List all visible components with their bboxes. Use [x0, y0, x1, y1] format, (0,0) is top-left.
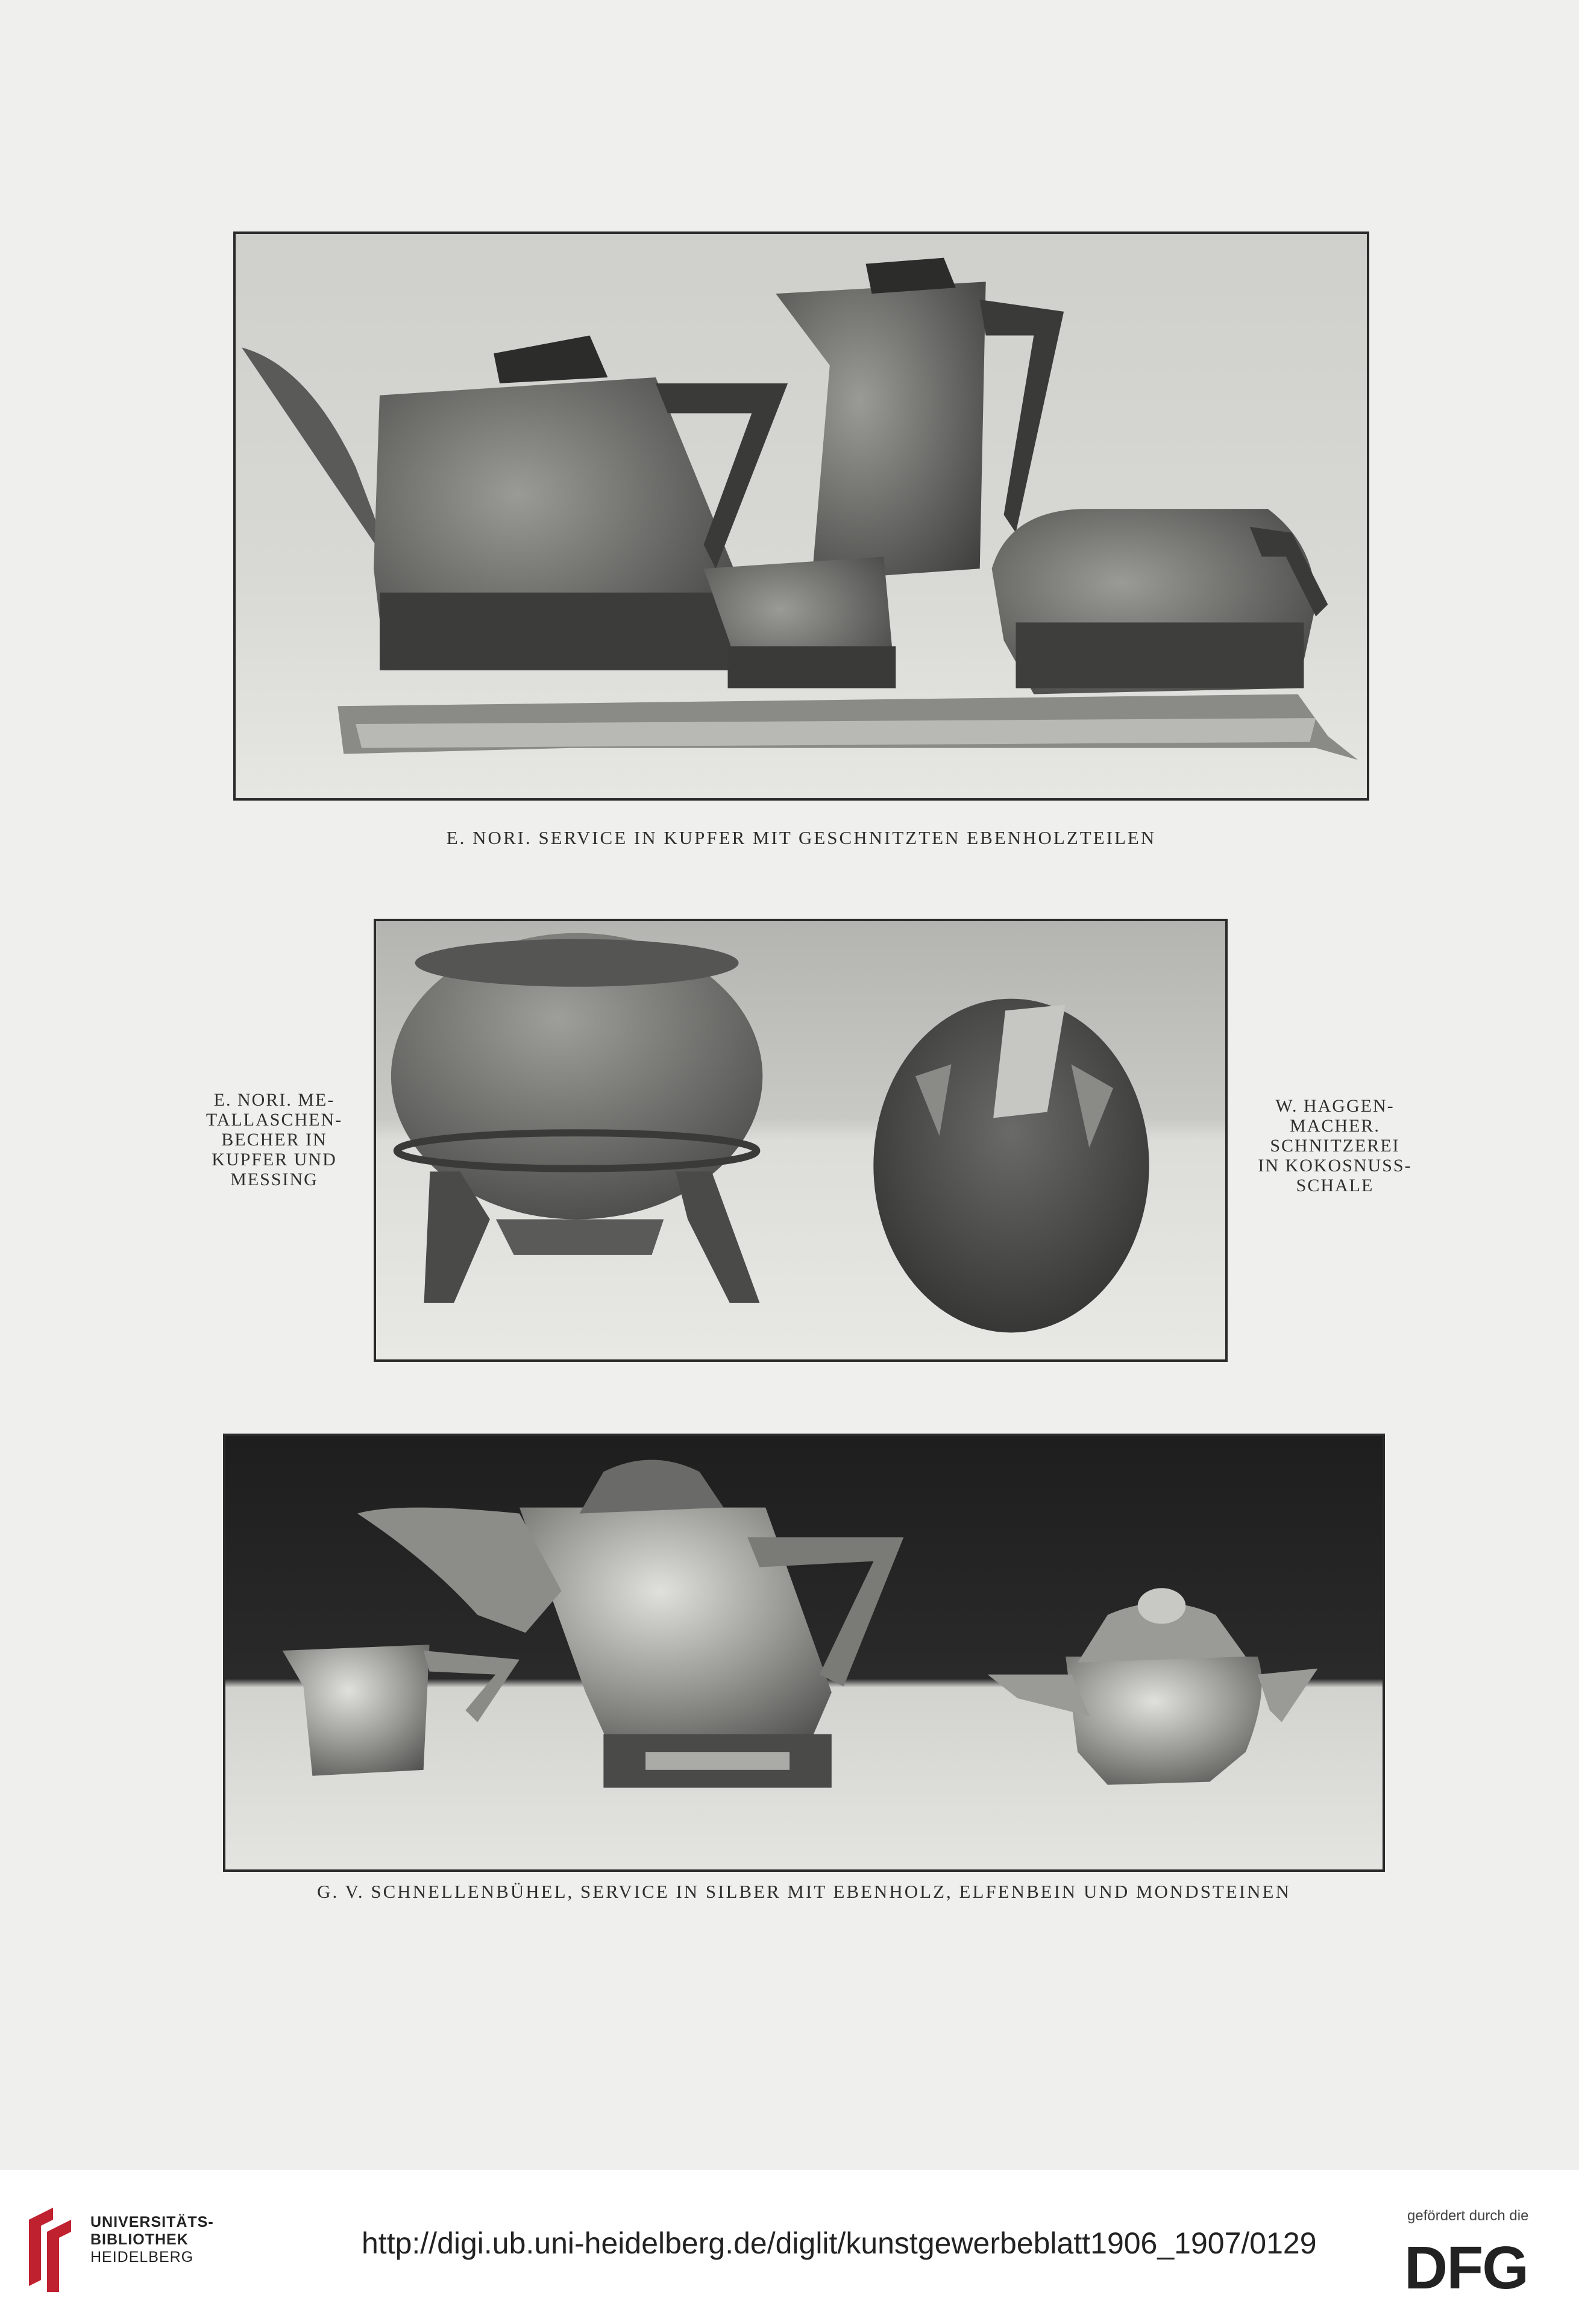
caption-bottom: G. V. SCHNELLENBÜHEL, SERVICE IN SILBER MIT EBENHOLZ, ELFENBEIN UND MONDSTEINEN — [317, 1881, 1291, 1902]
caption-middle-left-line-5: MESSING — [230, 1170, 318, 1189]
caption-middle-right-line-1: W. HAGGEN- — [1275, 1096, 1395, 1116]
library-name-line-3: HEIDELBERG — [90, 2249, 194, 2266]
library-logo-icon — [17, 2208, 80, 2292]
library-name-line-1: UNIVERSITÄTS- — [90, 2214, 214, 2231]
permalink-url[interactable]: http://digi.ub.uni-heidelberg.de/diglit/kunstgewerbeblatt1906_1907/0129 — [362, 2226, 1317, 2260]
photo-copper-service-image — [236, 234, 1367, 798]
caption-middle-left-line-4: KUPFER UND — [212, 1150, 337, 1170]
funding-note: gefördert durch die — [1407, 2208, 1529, 2224]
caption-middle-left-line-1: E. NORI. ME- — [213, 1090, 335, 1110]
photo-cup-and-coconut-image — [376, 921, 1225, 1359]
caption-top: E. NORI. SERVICE IN KUPFER MIT GESCHNITZTEN EBENHOLZTEILEN — [446, 827, 1157, 848]
photo-copper-service — [233, 231, 1369, 801]
caption-middle-right-line-2: MACHER. — [1290, 1116, 1380, 1136]
photo-cup-and-coconut — [374, 919, 1228, 1362]
caption-middle-right-line-5: SCHALE — [1296, 1176, 1374, 1195]
caption-middle-left-line-2: TALLASCHEN- — [206, 1110, 343, 1130]
library-name-line-2: BIBLIOTHEK — [90, 2231, 189, 2248]
caption-middle-right — [1251, 1096, 1419, 1195]
library-name — [90, 2214, 214, 2266]
caption-middle-left — [199, 1090, 350, 1189]
photo-silver-service — [223, 1434, 1385, 1872]
caption-middle-left-line-3: BECHER IN — [221, 1130, 327, 1150]
dfg-logo: DFG — [1404, 2234, 1528, 2302]
footer — [0, 2170, 1579, 2324]
caption-middle-right-line-4: IN KOKOSNUSS- — [1258, 1156, 1412, 1176]
photo-silver-service-image — [225, 1436, 1383, 1869]
caption-middle-right-line-3: SCHNITZEREI — [1270, 1136, 1400, 1156]
